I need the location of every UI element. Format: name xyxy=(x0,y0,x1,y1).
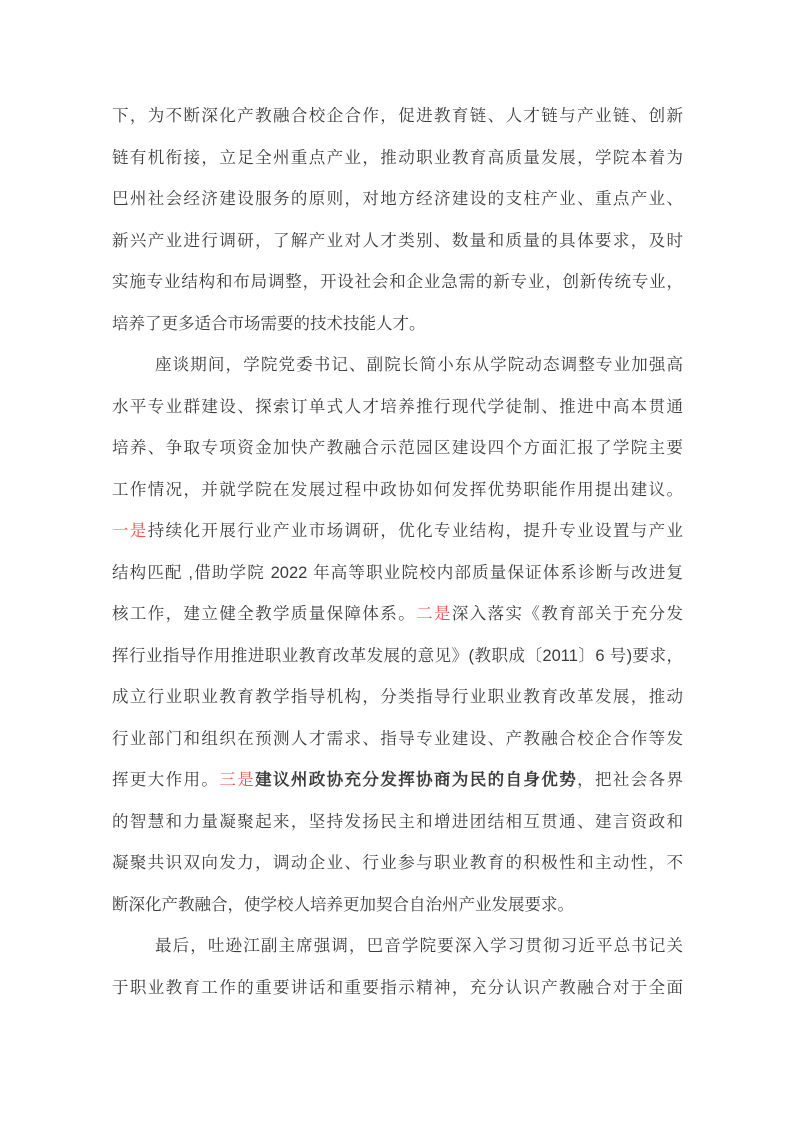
text-segment: 结构匹配 ,借助学院 2022 年高等职业院校内部质量保证体系诊断与改进复 xyxy=(112,563,683,582)
text-segment: 链有机衔接，立足全州重点产业，推动职业教育高质量发展，学院本着为 xyxy=(112,148,683,167)
paragraph-3 xyxy=(112,926,683,1009)
text-line xyxy=(112,926,683,968)
text-line xyxy=(112,179,683,221)
text-segment: 下，为不断深化产教融合校企合作，促进教育链、人才链与产业链、创新 xyxy=(112,107,683,125)
text-segment: 核工作，建立健全教学质量保障体系。 xyxy=(112,605,417,623)
text-segment: 座谈期间，学院党委书记、副院长简小东从学院动态调整专业加强高 xyxy=(155,356,683,374)
text-line xyxy=(112,345,683,387)
text-line xyxy=(112,885,683,927)
text-segment: 挥更大作用。 xyxy=(112,771,220,789)
text-line xyxy=(112,470,683,512)
text-line xyxy=(112,553,683,595)
paragraph-1 xyxy=(112,96,683,345)
text-segment: ，把社会各界 xyxy=(577,771,683,789)
text-segment: 持续化开展行业产业市场调研，优化专业结构，提升专业设置与产业 xyxy=(147,522,683,540)
text-segment: 培养、争取专项资金加快产教融合示范园区建设四个方面汇报了学院主要 xyxy=(112,439,683,457)
text-segment: 的智慧和力量凝聚起来，坚持发扬民主和增进团结相互贯通、建言资政和 xyxy=(112,812,683,831)
text-segment: 工作情况，并就学院在发展过程中政协如何发挥优势职能作用提出建议。 xyxy=(112,480,683,499)
text-line xyxy=(112,843,683,885)
text-segment: 成立行业职业教育教学指导机构，分类指导行业职业教育改革发展，推动 xyxy=(112,688,683,706)
text-line xyxy=(112,262,683,304)
text-segment: 水平专业群建设、探索订单式人才培养推行现代学徒制、推进中高本贯通 xyxy=(112,397,683,416)
text-line xyxy=(112,719,683,761)
text-segment: 于职业教育工作的重要讲话和重要指示精神，充分认识产教融合对于全面 xyxy=(112,978,683,997)
bold-text: 建议州政协充分发挥协商为民的自身优势 xyxy=(255,771,578,789)
text-line xyxy=(112,636,683,678)
text-line xyxy=(112,802,683,844)
text-line xyxy=(112,428,683,470)
text-segment: 行业部门和组织在预测人才需求、指导专业建设、产教融合校企合作等发 xyxy=(112,729,683,748)
paragraph-2 xyxy=(112,345,683,926)
document-body xyxy=(112,96,683,1009)
text-line xyxy=(112,677,683,719)
text-line xyxy=(112,594,683,636)
text-line xyxy=(112,760,683,802)
text-segment: 最后，吐逊江副主席强调，巴音学院要深入学习贯彻习近平总书记关 xyxy=(155,937,683,955)
text-line xyxy=(112,511,683,553)
highlight-red-text: 一是 xyxy=(112,522,148,540)
text-segment: 挥行业指导作用推进职业教育改革发展的意见》(教职成〔2011〕6 号)要求， xyxy=(112,646,683,665)
text-segment: 深入落实《教育部关于充分发 xyxy=(451,605,683,623)
highlight-red-text: 二是 xyxy=(416,605,452,623)
text-line xyxy=(112,221,683,263)
text-segment: 新兴产业进行调研，了解产业对人才类别、数量和质量的具体要求，及时 xyxy=(112,231,683,250)
text-line xyxy=(112,968,683,1010)
text-segment: 巴州社会经济建设服务的原则，对地方经济建设的支柱产业、重点产业、 xyxy=(112,190,683,208)
text-segment: 培养了更多适合市场需要的技术技能人才。 xyxy=(112,314,426,333)
text-segment: 凝聚共识双向发力，调动企业、行业参与职业教育的积极性和主动性，不 xyxy=(112,854,683,872)
text-line xyxy=(112,138,683,180)
text-segment: 实施专业结构和布局调整，开设社会和企业急需的新专业，创新传统专业， xyxy=(112,273,683,291)
text-line xyxy=(112,387,683,429)
text-segment: 断深化产教融合，使学校人培养更加契合自治州产业发展要求。 xyxy=(112,895,574,914)
highlight-red-text: 三是 xyxy=(219,771,256,789)
text-line xyxy=(112,96,683,138)
text-line xyxy=(112,304,683,346)
